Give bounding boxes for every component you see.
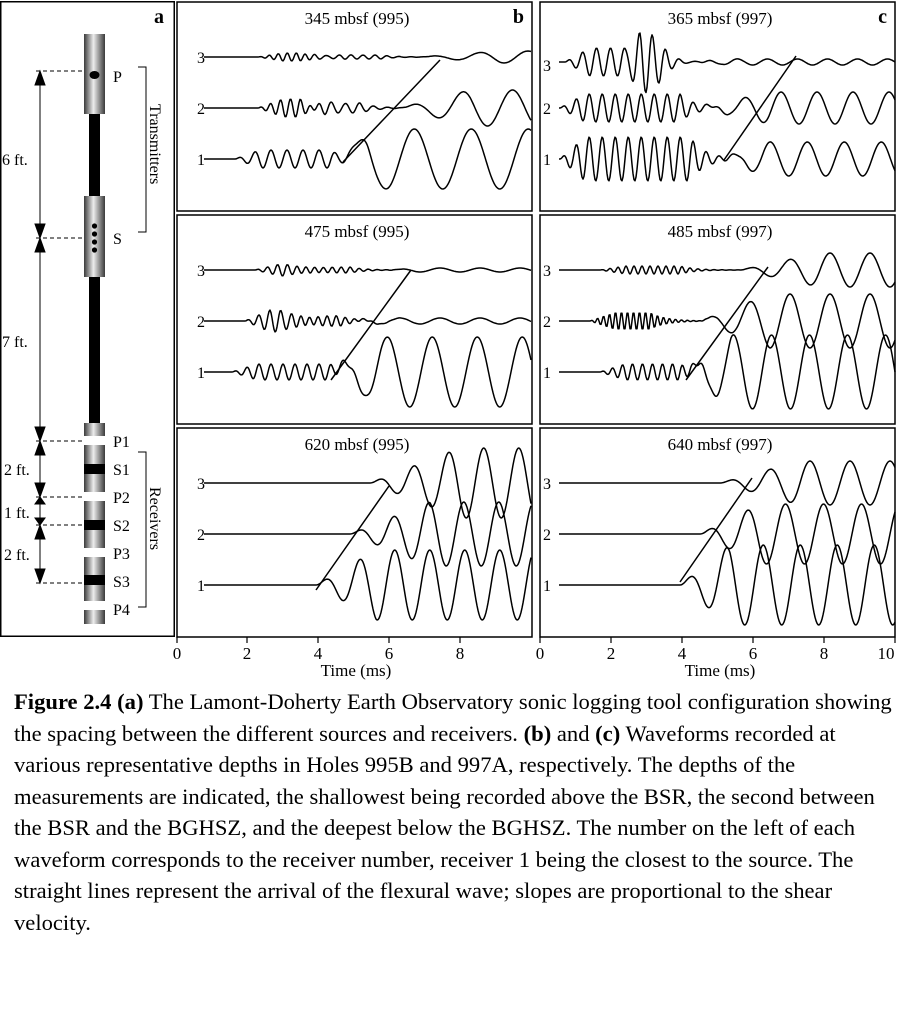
waveform-b3-r3	[204, 448, 531, 518]
tool-shaft-middle	[89, 277, 100, 423]
caption-marker-b: (b)	[523, 720, 552, 746]
tick-c-8: 8	[819, 644, 829, 663]
transmitters-label: Transmitters	[146, 104, 163, 185]
panel-a-tool-diagram	[1, 2, 175, 637]
receivers-label: Receivers	[146, 487, 163, 551]
caption-figure-label: Figure 2.4	[14, 689, 112, 714]
waveform-c2-r1	[559, 335, 895, 409]
rcv-b1-1: 1	[197, 152, 205, 169]
waveform-b2-r1	[204, 337, 531, 407]
caption-and: and	[551, 720, 596, 746]
rcv-b2-2: 2	[197, 314, 205, 331]
caption-text-part-2: Waveforms recorded at various representative depths in Holes 995B and 997A, respectively. The depths of the measurements are indicated, the shallowest being recorded above the BSR, the second between the BSR and the BGHSZ, and the deepest below the BGHSZ. The number on the left of each waveform corresponds to the receiver number, receiver 1 being the closest to the source. The straight lines represent the arrival of the flexural wave; slopes are proportional to the shear velocity.	[14, 720, 875, 935]
tick-c-0: 0	[535, 644, 545, 663]
transmitters-bracket	[138, 67, 146, 232]
waveform-b3-r2	[204, 502, 531, 566]
depth-title-b3: 620 mbsf (995)	[304, 435, 410, 454]
waveform-c1-r2	[559, 92, 895, 124]
p-source-dot	[90, 71, 100, 79]
tick-c-4: 4	[677, 644, 687, 663]
label-s1: S1	[113, 462, 130, 479]
waveform-c1-r3	[559, 33, 895, 92]
depth-title-c3: 640 mbsf (997)	[667, 435, 773, 454]
caption-marker-a: (a)	[117, 689, 144, 714]
rcv-b3-1: 1	[197, 578, 205, 595]
caption-text-part-1: The Lamont-Doherty Earth Observatory sonic logging tool configuration showing the spacing between the different sources and receivers.	[14, 689, 892, 746]
waveform-b1-r3	[204, 51, 531, 63]
label-p4: P4	[113, 602, 130, 619]
label-p3: P3	[113, 546, 130, 563]
label-s2: S2	[113, 518, 130, 535]
arrival-line-b2	[331, 270, 411, 380]
rcv-c1-3: 3	[543, 58, 551, 75]
rcv-b3-3: 3	[197, 476, 205, 493]
rcv-b1-3: 3	[197, 50, 205, 67]
tick-b-2: 2	[242, 644, 252, 663]
panel-b-letter: b	[512, 6, 524, 28]
caption-marker-c: (c)	[595, 720, 621, 746]
x-axis-label-c: Time (ms)	[684, 661, 756, 680]
label-p: P	[113, 69, 122, 86]
spacing-label-7ft: 7 ft.	[2, 334, 28, 351]
tick-b-4: 4	[313, 644, 323, 663]
waveform-b2-r3	[204, 265, 531, 276]
tick-c-2: 2	[606, 644, 616, 663]
rcv-c3-2: 2	[543, 527, 551, 544]
arrival-line-b3	[316, 486, 389, 590]
x-axis-tick-labels	[173, 644, 895, 663]
rcv-c1-2: 2	[543, 101, 551, 118]
waveform-c1-r1	[559, 137, 895, 181]
arrival-line-c3	[680, 478, 752, 582]
rcv-b2-3: 3	[197, 263, 205, 280]
label-s: S	[113, 231, 122, 248]
rcv-c3-1: 1	[543, 578, 551, 595]
rcv-b2-1: 1	[197, 365, 205, 382]
rcv-c2-2: 2	[543, 314, 551, 331]
tick-b-0: 0	[172, 644, 182, 663]
waveform-b3-r1	[204, 550, 531, 620]
rcv-c3-3: 3	[543, 476, 551, 493]
tool-shaft-upper	[89, 114, 100, 196]
panel-b-top-frame	[177, 2, 532, 211]
waveform-b1-r1	[204, 129, 531, 189]
arrival-line-c1	[724, 56, 796, 160]
rcv-c2-3: 3	[543, 263, 551, 280]
tick-c-6: 6	[748, 644, 758, 663]
rcv-b1-2: 2	[197, 101, 205, 118]
panel-c-middle-frame	[540, 215, 895, 424]
spacing-label-2ft-a: 2 ft.	[4, 462, 30, 479]
spacing-label-6ft: 6 ft.	[2, 152, 28, 169]
receivers-bracket	[138, 452, 146, 607]
spacing-arrows	[35, 71, 45, 583]
label-p2: P2	[113, 490, 130, 507]
tick-c-10: 10	[877, 644, 895, 663]
waveform-panel-frames	[177, 2, 895, 637]
figure-caption	[14, 686, 896, 938]
label-s3: S3	[113, 574, 130, 591]
rcv-c2-1: 1	[543, 365, 551, 382]
spacing-label-2ft-b: 2 ft.	[4, 547, 30, 564]
waveform-c3-r3	[559, 461, 895, 505]
depth-title-b2: 475 mbsf (995)	[304, 222, 410, 241]
x-axis-ticks	[177, 637, 895, 643]
arrival-line-c2	[686, 267, 768, 380]
rcv-b3-2: 2	[197, 527, 205, 544]
reference-dash-lines	[36, 71, 84, 583]
panel-a-letter: a	[154, 6, 164, 28]
waveform-c2-r3	[559, 253, 895, 287]
spacing-label-1ft: 1 ft.	[4, 505, 30, 522]
depth-title-c1: 365 mbsf (997)	[667, 9, 773, 28]
x-axis-label-b: Time (ms)	[320, 661, 392, 680]
waveform-b1-r2	[204, 90, 531, 126]
label-p1: P1	[113, 434, 130, 451]
depth-title-c2: 485 mbsf (997)	[667, 222, 773, 241]
tick-b-8: 8	[455, 644, 465, 663]
panel-c-letter: c	[878, 6, 887, 28]
tick-b-6: 6	[384, 644, 394, 663]
waveform-c3-r1	[559, 545, 895, 625]
depth-title-b1: 345 mbsf (995)	[304, 9, 410, 28]
flexural-arrival-lines	[316, 56, 796, 590]
rcv-c1-1: 1	[543, 152, 551, 169]
